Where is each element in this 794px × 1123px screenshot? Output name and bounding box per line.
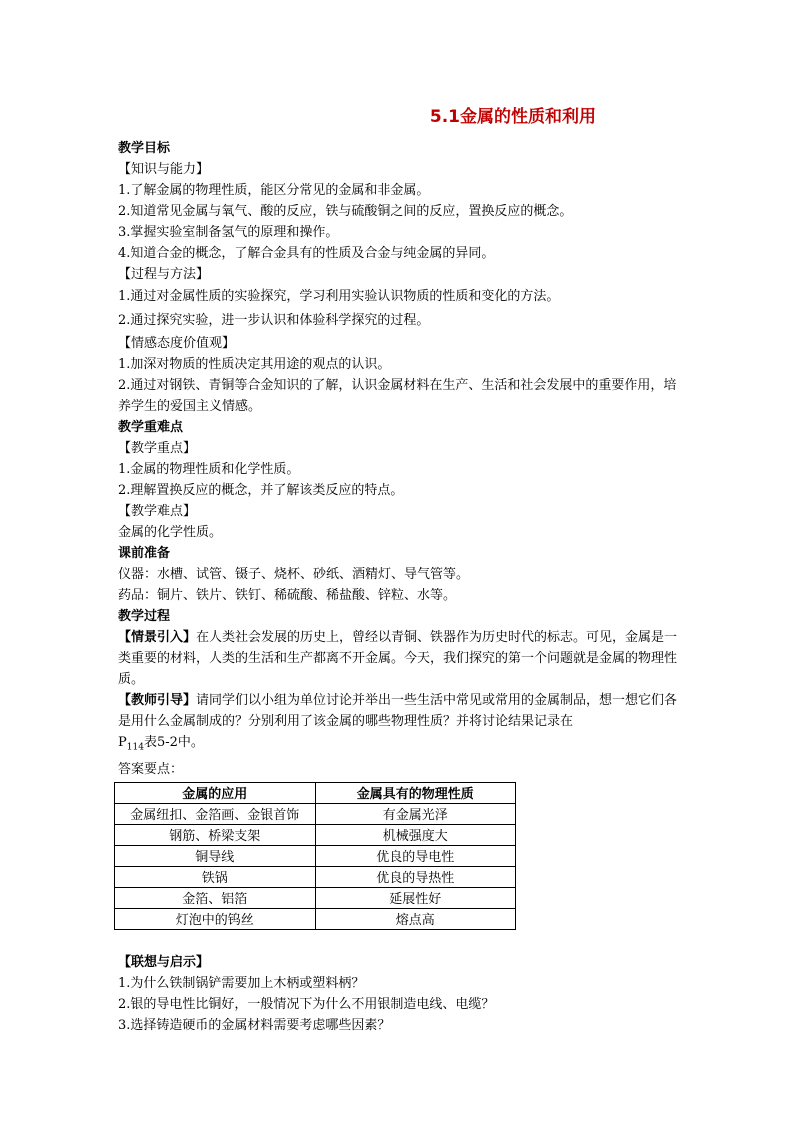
think-item: 3.选择铸造硬币的金属材料需要考虑哪些因素？ bbox=[118, 1017, 391, 1033]
table-cell: 熔点高 bbox=[315, 908, 516, 929]
key-heading: 教学重难点 bbox=[118, 420, 184, 435]
teaching-process-heading: 教学过程 bbox=[118, 609, 171, 624]
key-point-item: 1.金属的物理性质和化学性质。 bbox=[118, 462, 300, 477]
table-cell: 优良的导电性 bbox=[315, 845, 516, 866]
difficulty-heading: 【教学难点】 bbox=[118, 504, 197, 519]
table-cell: 金属纽扣、金箔画、金银首饰 bbox=[115, 803, 316, 824]
process-heading: 【过程与方法】 bbox=[118, 267, 210, 282]
think-item: 1.为什么铁制锅铲需要加上木柄或塑料柄？ bbox=[118, 975, 365, 991]
process-item: 2.通过探究实验，进一步认识和体验科学探究的过程。 bbox=[118, 313, 430, 328]
guide-text: 请同学们以小组为单位讨论并举出一些生活中常见或常用的金属制品，想一想它们各是用什么金属制成的？分别利用了该金属的哪些物理性质？并将讨论结果记录在 bbox=[118, 693, 678, 729]
table-row bbox=[115, 824, 516, 845]
emotion-heading: 【情感态度价值观】 bbox=[118, 336, 236, 351]
key-points-heading: 【教学重点】 bbox=[118, 441, 197, 456]
intro-text: 在人类社会发展的历史上，曾经以青铜、铁器作为历史时代的标志。可见，金属是一类重要的材料，人类的生活和生产都离不开金属。今天，我们探究的第一个问题就是金属的物理性质。 bbox=[118, 630, 678, 687]
answer-label: 答案要点： bbox=[118, 761, 184, 777]
emotion-item: 2.通过对钢铁、青铜等合金知识的了解，认识金属材料在生产、生活和社会发展中的重要作用，培养学生的爱国主义情感。 bbox=[118, 378, 677, 414]
table-cell: 铁锅 bbox=[115, 866, 316, 887]
table-cell: 延展性好 bbox=[315, 887, 516, 908]
page-title: 5.1金属的性质和利用 bbox=[429, 107, 596, 127]
knowledge-item: 2.知道常见金属与氧气、酸的反应，铁与硫酸铜之间的反应，置换反应的概念。 bbox=[118, 204, 573, 219]
think-item: 2.银的导电性比铜好，一般情况下为什么不用银制造电线、电缆？ bbox=[118, 996, 495, 1012]
instruments-text: 仪器：水槽、试管、镊子、烧杯、砂纸、酒精灯、导气管等。 bbox=[118, 567, 470, 582]
intro-label: 【情景引入】 bbox=[118, 630, 197, 645]
guide-label: 【教师引导】 bbox=[118, 693, 197, 708]
process-item: 1.通过对金属性质的实验探究，学习利用实验认识物质的性质和变化的方法。 bbox=[118, 289, 560, 304]
answer-table bbox=[114, 782, 516, 930]
table-row bbox=[115, 887, 516, 908]
reagents-text: 药品：铜片、铁片、铁钉、稀硫酸、稀盐酸、锌粒、水等。 bbox=[118, 588, 457, 603]
table-header: 金属的应用 bbox=[115, 782, 316, 803]
key-point-item: 2.理解置换反应的概念，并了解该类反应的特点。 bbox=[118, 483, 404, 498]
table-header: 金属具有的物理性质 bbox=[315, 782, 516, 803]
knowledge-heading: 【知识与能力】 bbox=[118, 162, 210, 177]
table-cell: 金箔、铝箔 bbox=[115, 887, 316, 908]
table-cell: 优良的导热性 bbox=[315, 866, 516, 887]
document-page bbox=[118, 104, 678, 1036]
table-cell: 有金属光泽 bbox=[315, 803, 516, 824]
knowledge-item: 1.了解金属的物理性质，能区分常见的金属和非金属。 bbox=[118, 183, 430, 198]
table-row bbox=[115, 908, 516, 929]
table-row bbox=[115, 866, 516, 887]
think-heading: 【联想与启示】 bbox=[118, 954, 210, 970]
guide-paragraph bbox=[118, 690, 678, 759]
table-row bbox=[115, 803, 516, 824]
difficulty-text: 金属的化学性质。 bbox=[118, 525, 223, 540]
knowledge-item: 4.知道合金的概念，了解合金具有的性质及合金与纯金属的异同。 bbox=[118, 246, 495, 261]
knowledge-item: 3.掌握实验室制备氢气的原理和操作。 bbox=[118, 225, 339, 240]
table-cell: 钢筋、桥梁支架 bbox=[115, 824, 316, 845]
table-cell: 机械强度大 bbox=[315, 824, 516, 845]
emotion-item: 1.加深对物质的性质决定其用途的观点的认识。 bbox=[118, 357, 391, 372]
intro-paragraph bbox=[118, 627, 678, 690]
prep-heading: 课前准备 bbox=[118, 546, 171, 561]
guide-page-ref: $P_{114}$ bbox=[118, 735, 144, 753]
table-row bbox=[115, 845, 516, 866]
table-cell: 铜导线 bbox=[115, 845, 316, 866]
objectives-heading: 教学目标 bbox=[118, 141, 171, 156]
guide-tail: 表5-2中。 bbox=[143, 735, 204, 750]
table-cell: 灯泡中的钨丝 bbox=[115, 908, 316, 929]
